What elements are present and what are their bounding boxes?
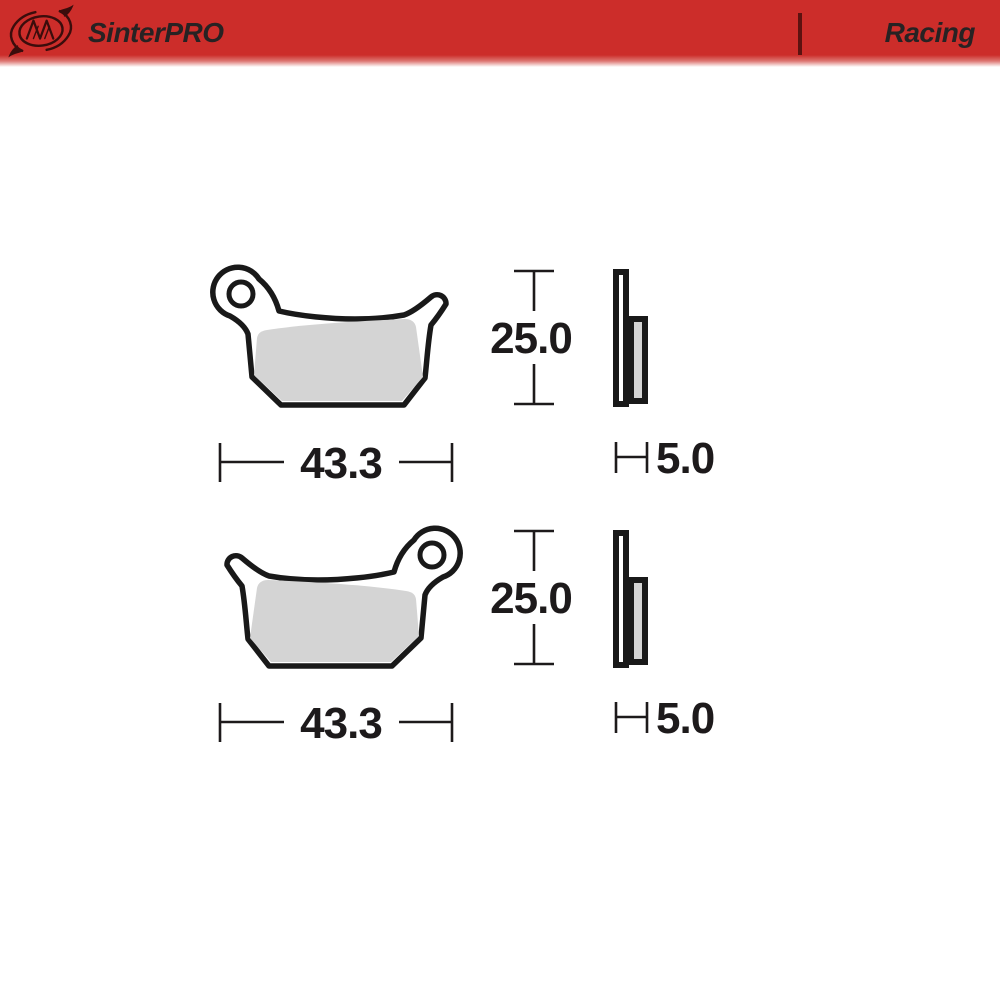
brake-pad-side-view	[616, 533, 645, 665]
edition-label: Racing	[884, 17, 975, 48]
thickness-dimension-label: 5.0	[656, 434, 715, 483]
width-dimension	[220, 439, 452, 488]
brake-pad-front-view	[227, 528, 460, 666]
height-dimension-label: 25.0	[490, 574, 572, 623]
brand-name: SinterPRO	[88, 17, 224, 48]
width-dimension-label: 43.3	[300, 439, 382, 488]
thickness-dimension-label: 5.0	[656, 694, 715, 743]
pad-row-1	[213, 267, 714, 488]
thickness-dimension	[616, 434, 714, 483]
width-dimension-label: 43.3	[300, 699, 382, 748]
height-dimension	[490, 271, 572, 404]
width-dimension	[220, 699, 452, 748]
thickness-dimension	[616, 694, 714, 743]
brake-pad-front-view	[213, 267, 446, 405]
height-dimension	[490, 531, 572, 664]
pad-row-2	[220, 528, 714, 748]
brake-pad-side-view	[616, 272, 645, 404]
height-dimension-label: 25.0	[490, 314, 572, 363]
